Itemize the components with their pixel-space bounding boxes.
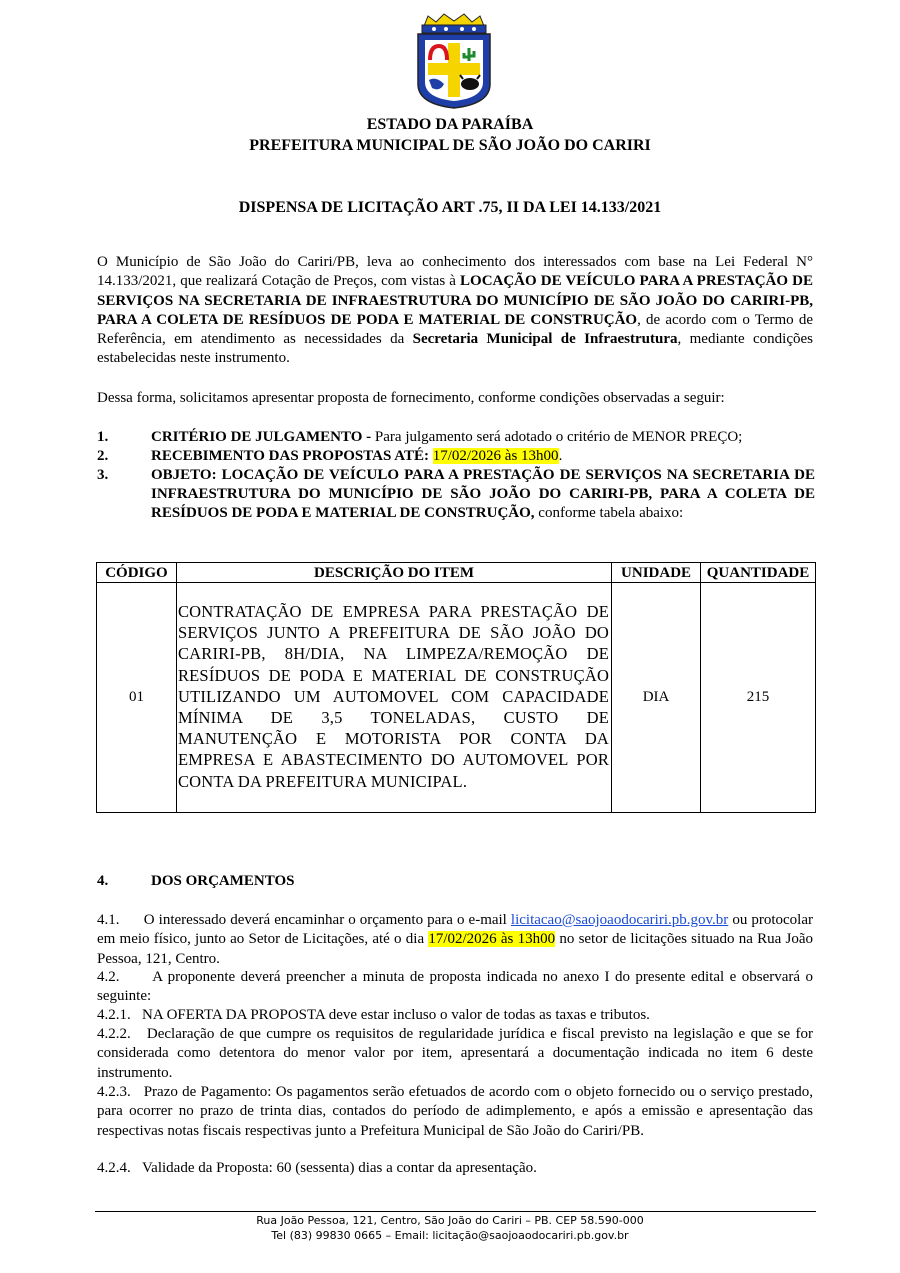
table-header-row [97, 563, 816, 583]
footer-divider [95, 1211, 816, 1212]
section-title: DOS ORÇAMENTOS [151, 873, 295, 889]
municipal-crest-icon [414, 12, 494, 110]
list-number: 2. [97, 448, 109, 464]
cell-descricao: CONTRATAÇÃO DE EMPRESA PARA PRESTAÇÃO DE SERVIÇOS JUNTO A PREFEITURA DE SÃO JOÃO DO CARIRI-PB, 8H/DIA, NA LIMPEZA/REMOÇÃO DE RESÍDUOS DE PODA E MATERIAL DE CONSTRUÇÃO UTILIZANDO UM AUTOMOVEL COM CAPACIDADE MÍNIMA DE 3,5 TONELADAS, CUSTO DE MANUTENÇÃO E MOTORISTA POR CONTA DA EMPRESA E ABASTECIMENTO DO AUTOMOVEL POR CONTA DA PREFEITURA MUNICIPAL. [176, 583, 611, 813]
recebimento-end: . [558, 448, 563, 464]
objeto-text: conforme tabela abaixo: [534, 505, 684, 521]
intro-text-c: , de acordo com o Termo de Referência, em atendimento as necessidades da [97, 311, 813, 348]
clause-number: 4.2. [97, 969, 120, 985]
clause-text: Declaração de que cumpre os requisitos de regularidade jurídica e fiscal previsto na legislação e que se for considerada como detentora do menor valor por item, apresentará a documentação indicada no item 6 deste instrumento. [97, 1026, 814, 1081]
cell-unidade: DIA [612, 583, 701, 813]
clause-text: A proponente deverá preencher a minuta de proposta indicada no anexo I do presente edital e observará o seguinte: [97, 969, 813, 1005]
clause-number: 4.1. [97, 912, 120, 928]
criterio-label: CRITÉRIO DE JULGAMENTO - [151, 429, 372, 445]
state-heading: ESTADO DA PARAÍBA [366, 116, 534, 133]
clause-number: 4.2.1. [97, 1007, 131, 1023]
table-row [97, 583, 816, 813]
paragraph-4-2-1 [97, 1006, 813, 1025]
items-table [96, 562, 816, 813]
paragraph-4-2-2 [97, 1025, 813, 1083]
recebimento-date: 17/02/2026 às 13h00 [432, 448, 559, 464]
footer-contact: Tel (83) 99830 0665 – Email: licitação@saojoaodocariri.pb.gov.br [271, 1229, 629, 1242]
header-codigo: CÓDIGO [97, 563, 177, 583]
list-number: 3. [97, 467, 109, 483]
paragraph-4-2 [97, 968, 813, 1007]
intro-paragraph-2: Dessa forma, solicitamos apresentar proposta de fornecimento, conforme condições observadas a seguir: [97, 390, 725, 406]
cell-codigo: 01 [97, 583, 177, 813]
footer-address: Rua João Pessoa, 121, Centro, São João do Cariri – PB. CEP 58.590-000 [256, 1214, 644, 1227]
clause-text: NA OFERTA DA PROPOSTA deve estar incluso o valor de todas as taxas e tributos. [142, 1007, 650, 1023]
header-quantidade: QUANTIDADE [701, 563, 816, 583]
section-number: 4. [97, 873, 109, 889]
dispensa-title: DISPENSA DE LICITAÇÃO ART .75, II DA LEI 14.133/2021 [238, 199, 662, 216]
clause-text: O interessado deverá encaminhar o orçamento para o e-mail [143, 912, 511, 928]
paragraph-4-2-3 [97, 1083, 813, 1141]
header-unidade: UNIDADE [612, 563, 701, 583]
section-4-heading [97, 873, 295, 890]
clause-text: ou protocolar em meio físico, junto ao Setor de Licitações, até o dia [97, 912, 814, 948]
intro-text-e: , mediante condições estabelecidas neste instrumento. [97, 331, 813, 367]
cell-quantidade: 215 [701, 583, 816, 813]
intro-secretaria-bold: Secretaria Municipal de Infraestrutura [412, 331, 678, 348]
list-number: 1. [97, 429, 109, 445]
email-link[interactable]: licitacao@saojoaodocariri.pb.gov.br [510, 912, 729, 928]
paragraph-4-2-4 [97, 1159, 813, 1178]
intro-text-a: O Município de São João do Cariri/PB, leva ao conhecimento dos interessados com base na Lei Federal N° 14.133/2021, que realizará Cotação de Preços, com vistas à [97, 254, 813, 290]
clause-text: Prazo de Pagamento: Os pagamentos serão efetuados de acordo com o objeto fornecido ou o serviço prestado, para ocorrer no prazo de trinta dias, contados do período de adimplemento, e após a emissão e apresentação das respectivas notas fiscais respectivas junto a Prefeitura Municipal de São João do Cariri/PB. [97, 1084, 813, 1139]
intro-paragraph [97, 253, 813, 369]
intro-object-bold: LOCAÇÃO DE VEÍCULO PARA A PRESTAÇÃO DE SERVIÇOS NA SECRETARIA DE INFRAESTRUTURA DO MUNICÍPIO DE SÃO JOÃO DO CARIRI-PB, PARA A COLETA DE RESÍDUOS DE PODA E MATERIAL DE CONSTRUÇÃO [97, 273, 813, 328]
clause-number: 4.2.2. [97, 1026, 131, 1042]
clause-text: Validade da Proposta: 60 (sessenta) dias a contar da apresentação. [142, 1160, 537, 1176]
paragraph-4-1 [97, 911, 813, 969]
clause-number: 4.2.3. [97, 1084, 131, 1100]
recebimento-label: RECEBIMENTO DAS PROPOSTAS ATÉ: [151, 448, 429, 464]
prefecture-heading: PREFEITURA MUNICIPAL DE SÃO JOÃO DO CARIRI [249, 137, 651, 154]
header-descricao: DESCRIÇÃO DO ITEM [176, 563, 611, 583]
clause-number: 4.2.4. [97, 1160, 131, 1176]
deadline-date: 17/02/2026 às 13h00 [428, 931, 556, 948]
objeto-label: OBJETO: LOCAÇÃO DE VEÍCULO PARA A PRESTAÇÃO DE SERVIÇOS NA SECRETARIA DE INFRAESTRUTURA DO MUNICÍPIO DE SÃO JOÃO DO CARIRI-PB, PARA A COLETA DE RESÍDUOS DE PODA E MATERIAL DE CONSTRUÇÃO, [151, 467, 815, 521]
clause-text: no setor de licitações situado na Rua João Pessoa, 121, Centro. [97, 931, 813, 967]
criterio-text: Para julgamento será adotado o critério de MENOR PREÇO; [371, 429, 743, 445]
